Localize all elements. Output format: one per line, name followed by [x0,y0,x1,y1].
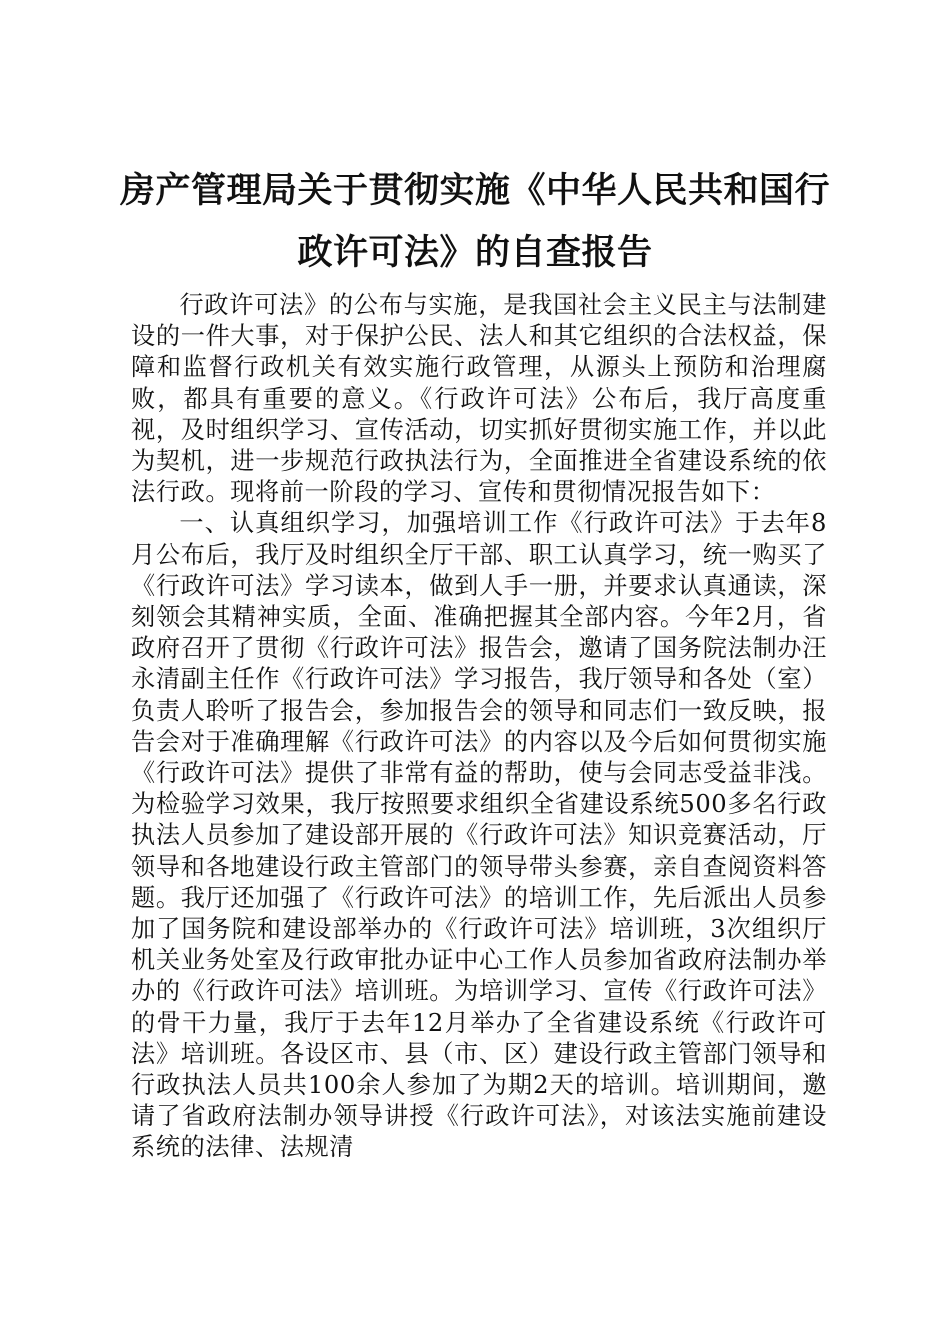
paragraph-section-one: 一、认真组织学习，加强培训工作《行政许可法》于去年8月公布后，我厅及时组织全厅干部、职工认真学习，统一购买了《行政许可法》学习读本，做到人手一册，并要求认真通读，深刻领会其精神实质，全面、准确把握其全部内容。今年2月，省政府召开了贯彻《行政许可法》报告会，邀请了国务院法制办汪永清副主任作《行政许可法》学习报告，我厅领导和各处（室）负责人聆听了报告会，参加报告会的领导和同志们一致反映，报告会对于准确理解《行政许可法》的内容以及今后如何贯彻实施《行政许可法》提供了非常有益的帮助，使与会同志受益非浅。为检验学习效果，我厅按照要求组织全省建设系统500多名行政执法人员参加了建设部开展的《行政许可法》知识竞赛活动，厅领导和各地建设行政主管部门的领导带头参赛，亲自查阅资料答题。我厅还加强了《行政许可法》的培训工作，先后派出人员参加了国务院和建设部举办的《行政许可法》培训班，3次组织厅机关业务处室及行政审批办证中心工作人员参加省政府法制办举办的《行政许可法》培训班。为培训学习、宣传《行政许可法》的骨干力量，我厅于去年12月举办了全省建设系统《行政许可法》培训班。各设区市、县（市、区）建设行政主管部门领导和行政执法人员共100余人参加了为期2天的培训。培训期间，邀请了省政府法制办领导讲授《行政许可法》，对该法实施前建设系统的法律、法规清 [131,509,827,1162]
paragraph-intro: 行政许可法》的公布与实施，是我国社会主义民主与法制建设的一件大事，对于保护公民、法人和其它组织的合法权益，保障和监督行政机关有效实施行政管理，从源头上预防和治理腐败，都具有重要的意义。《行政许可法》公布后，我厅高度重视，及时组织学习、宣传活动，切实抓好贯彻实施工作，并以此为契机，进一步规范行政执法行为，全面推进全省建设系统的依法行政。现将前一阶段的学习、宣传和贯彻情况报告如下： [131,291,827,507]
document-body [131,290,827,1164]
document-title: 房产管理局关于贯彻实施《中华人民共和国行政许可法》的自查报告 [119,171,830,273]
